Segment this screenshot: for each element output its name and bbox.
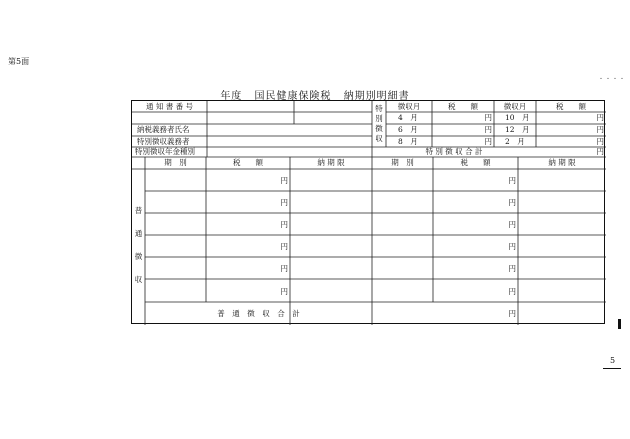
notice-number-label: 通 知 書 番 号 [145,102,194,111]
special-month-right-3: 2 月 [505,137,525,146]
special-total-label: 特 別 徴 収 合 計 [425,147,483,156]
ordinary-yen-left-5: 円 [280,264,288,273]
ordinary-amount-header-right: 税 額 [460,158,491,167]
special-month-right-1: 10 月 [505,113,530,122]
special-taxpayer-label: 特別徴収義務者 [137,137,190,146]
special-amount-header-left: 税 額 [448,102,478,111]
title-year: 年度 [220,91,243,102]
ordinary-yen-right-3: 円 [508,220,516,229]
special-month-left-2: 6 月 [398,125,418,134]
taxpayer-name-label: 納税義務者氏名 [137,125,190,134]
special-yen-right-2: 円 [596,125,604,134]
title-sub: 納期別明細書 [343,91,410,102]
ordinary-side-label: 普 通 徴 収 [134,206,143,284]
pension-type-label: 特別徴収年金種別 [135,147,195,156]
special-month-header-left: 徴収月 [397,102,421,111]
ordinary-yen-left-6: 円 [280,287,288,296]
edge-marker [618,319,621,329]
ordinary-period-header-left: 期 別 [164,158,187,167]
ordinary-period-header-right: 期 別 [391,158,414,167]
title-main: 国民健康保険税 [254,91,332,102]
ordinary-yen-left-4: 円 [280,242,288,251]
ordinary-yen-right-2: 円 [508,198,516,207]
ordinary-yen-right-6: 円 [508,287,516,296]
special-yen-right-1: 円 [596,113,604,122]
ordinary-yen-left-3: 円 [280,220,288,229]
ordinary-yen-right-5: 円 [508,264,516,273]
ordinary-yen-left-1: 円 [280,176,288,185]
ordinary-deadline-header-left: 納 期 限 [317,158,345,167]
special-yen-left-2: 円 [484,125,492,134]
ordinary-yen-left-2: 円 [280,198,288,207]
special-total-yen: 円 [596,147,604,156]
ordinary-amount-header-left: 税 額 [233,158,263,167]
special-yen-left-1: 円 [484,113,492,122]
special-yen-left-3: 円 [484,137,492,146]
special-amount-header-right: 税 額 [556,102,586,111]
special-month-right-2: 12 月 [505,125,530,134]
ordinary-yen-right-1: 円 [508,176,516,185]
special-yen-right-3: 円 [596,137,604,146]
ordinary-total-label: 普 通 徴 収 合 計 [217,309,300,318]
special-month-header-right: 徴収月 [503,102,527,111]
page-number-underline [603,368,621,369]
ordinary-yen-right-4: 円 [508,242,516,251]
ordinary-deadline-header-right: 納 期 限 [548,158,576,167]
ordinary-total-yen: 円 [508,309,516,318]
special-side-label: 特 別 徴 収 [375,104,383,143]
corner-dots: ・・・・ [598,76,627,83]
detail-table [131,100,605,324]
special-month-left-3: 8 月 [398,137,418,146]
form-number-label: 第5面 [8,57,30,66]
table-grid-lines [132,101,606,325]
page-number: 5 [610,356,616,365]
special-month-left-1: 4 月 [398,113,418,122]
